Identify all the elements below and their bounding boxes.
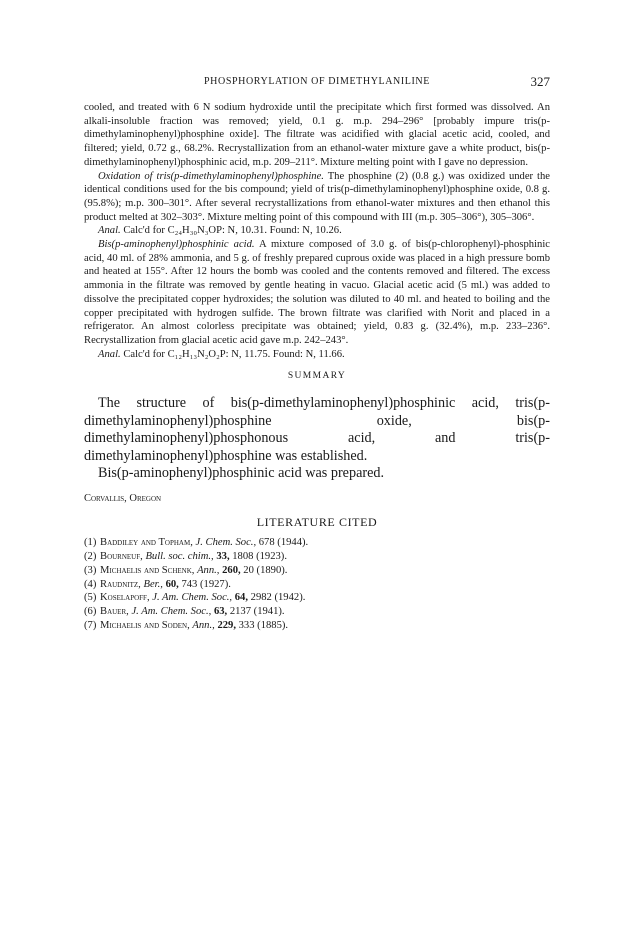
analysis-text: Calc'd for C₂₄H₃₀N₃OP: N, 10.31. Found: N, 10.26. — [120, 225, 342, 237]
summary-paragraph-2: Bis(p-aminophenyl)phosphinic acid was prepared. — [98, 464, 385, 481]
paragraph-continuation: cooled, and treated with 6 N sodium hydroxide until the precipitate which first formed was dissolved. An alkali-insoluble fraction was removed; yield, 0.1 g. m.p. 294–296° [probably impure tris(p-dimethylaminophenyl)phosphine oxide]. The filtrate was acidified with glacial acetic acid, cooled, and filtered; yield, 0.72 g., 68.2%. Recrystallization from an ethanol-water mixture gave a white product, bis(p-dimethylaminophenyl)phosphinic acid, m.p. 209–211°. Mixture melting point with I gave no depression. — [84, 102, 550, 168]
paragraph-oxidation-text: The phosphine (2) (0.8 g.) was oxidized under the identical conditions used for the bis compound; yield of tris(p-dimethylaminophenyl)phosphine oxide, 0.8 g. (95.8%); m.p. 300–301°. After several recrystallizations from ethanol-water mixtures and then ethanol this product melted at 302–303°. Mixture melting point of this compound with III (m.p. 305–306°), 305–306°. — [84, 170, 550, 223]
paragraph-aminophenyl — [84, 238, 550, 348]
reference-item: (2) Bourneuf, Bull. soc. chim., 33, 1808 (1923). — [84, 551, 287, 563]
reference-item: (6) Bauer, J. Am. Chem. Soc., 63, 2137 (1941). — [84, 605, 285, 617]
reference-item: (1) Baddiley and Topham, J. Chem. Soc., 678 (1944). — [84, 537, 309, 549]
reference-list — [84, 536, 550, 632]
page-number: 327 — [530, 74, 550, 89]
paragraph-aminophenyl-text: A mixture composed of 3.0 g. of bis(p-chlorophenyl)-phosphinic acid, 40 ml. of 28% ammonia, and 5 g. of freshly prepared cuprous oxide was placed in a high pressure bomb and heated at 155°. After 12 hours the bomb was cooled and the contents removed and filtered. The excess ammonia in the filtrate was removed by gentle heating in vacuo. Glacial acetic acid (5 ml.) was added to dissolve the precipitated copper hydroxides; the solution was diluted to 40 ml. and heated to boiling and the copper precipitated with hydrogen sulfide. The brown filtrate was clarified with Norit and placed in a refrigerator. An almost colorless precipitate was obtained; yield, 0.83 g. (32.4%), m.p. 233–236°. Recrystallization from glacial acetic acid gave m.p. 242–243°. — [84, 239, 550, 346]
page-body — [84, 101, 550, 632]
reference-item: (4) Raudnitz, Ber., 60, 743 (1927). — [84, 578, 231, 590]
analysis-label: Anal. — [98, 348, 121, 360]
analysis-text: Calc'd for C₁₂H₁₃N₂O₂P: N, 11.75. Found: N, 11.66. — [120, 348, 345, 360]
analysis-line-1 — [84, 224, 550, 238]
paragraph-oxidation — [84, 170, 550, 225]
reference-item: (5) Koselapoff, J. Am. Chem. Soc., 64, 2982 (1942). — [84, 592, 306, 604]
running-title: PHOSPHORYLATION OF DIMETHYLANILINE — [204, 76, 430, 87]
summary-paragraph: The structure of bis(p-dimethylaminophenyl)phosphinic acid, tris(p-dimethylaminophenyl)phosphine oxide, bis(p-dimethylaminophenyl)phosphonous acid, and tris(p-dimethylaminophenyl)phosphine was established. — [84, 395, 550, 464]
author-location: Corvallis, Oregon — [84, 493, 162, 505]
paragraph-aminophenyl-title: Bis(p-aminophenyl)phosphinic acid. — [98, 239, 255, 251]
reference-item: (7) Michaelis and Soden, Ann., 229, 333 (1885). — [84, 619, 289, 631]
page-header — [84, 76, 550, 92]
analysis-label: Anal. — [98, 225, 121, 237]
summary-heading: SUMMARY — [287, 371, 347, 382]
paragraph-oxidation-title: Oxidation of tris(p-dimethylaminophenyl)phosphine. — [98, 170, 324, 182]
literature-heading: LITERATURE CITED — [256, 515, 378, 530]
analysis-line-2 — [84, 348, 550, 362]
reference-item: (3) Michaelis and Schenk, Ann., 260, 20 (1890). — [84, 564, 288, 576]
